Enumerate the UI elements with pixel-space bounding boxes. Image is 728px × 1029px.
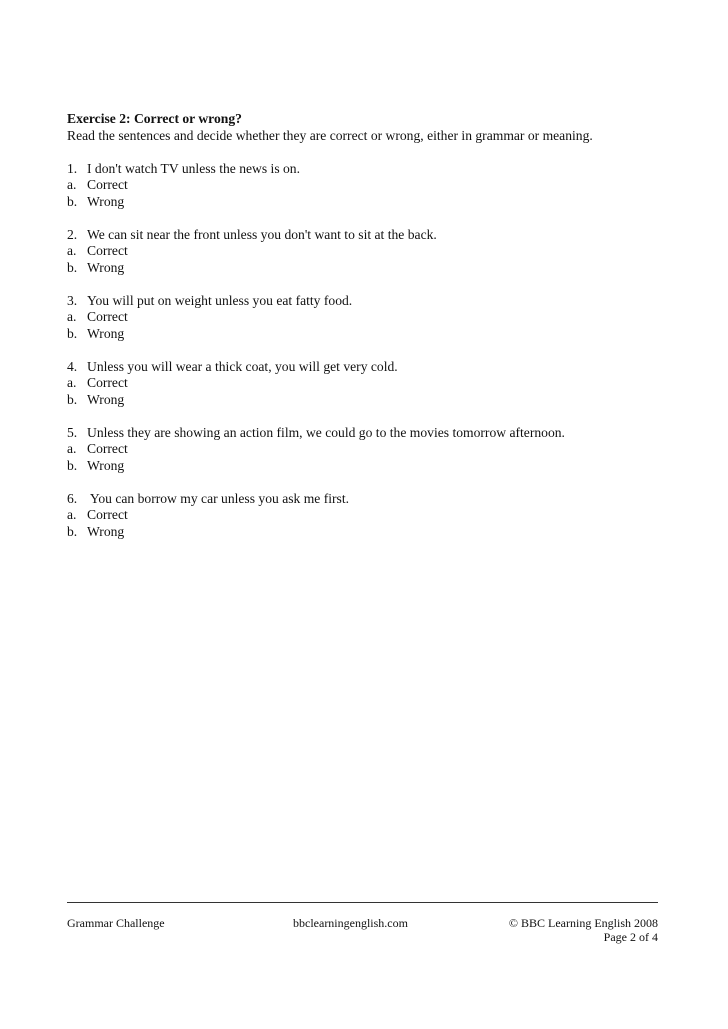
option-label: Wrong [87,325,125,341]
option-label: Correct [87,441,128,456]
question-item [67,161,667,211]
option-marker: a. [67,375,77,390]
exercise-section [67,111,667,540]
answer-option [67,177,667,194]
exercise-instructions: Read the sentences and decide whether they are correct or wrong, either in grammar or meaning. [67,127,593,143]
option-marker: a. [67,441,77,456]
question-line [67,491,667,508]
question-line [67,227,667,244]
question-line [67,161,667,178]
answer-option [67,524,667,541]
question-item [67,293,667,343]
question-number: 3. [67,292,78,308]
option-marker: a. [67,177,77,192]
answer-option [67,375,667,392]
exercise-title: Exercise 2: Correct or wrong? [67,111,242,126]
question-number: 2. [67,226,78,242]
answer-option [67,326,667,343]
question-item [67,491,667,541]
question-line [67,293,667,310]
question-number: 6. [67,490,78,506]
question-number: 1. [67,160,78,176]
question-text: You will put on weight unless you eat fatty food. [87,292,353,308]
answer-option [67,260,667,277]
option-label: Correct [87,375,128,390]
answer-option [67,309,667,326]
question-item [67,227,667,277]
option-label: Wrong [87,457,125,473]
question-item [67,425,667,475]
option-marker: a. [67,507,77,522]
question-item [67,359,667,409]
option-marker: b. [67,193,78,209]
answer-option [67,458,667,475]
option-label: Correct [87,243,128,258]
option-label: Wrong [87,259,125,275]
option-marker: b. [67,259,78,275]
question-text: I don't watch TV unless the news is on. [87,160,301,176]
option-marker: b. [67,325,78,341]
footer-website: bbclearningenglish.com [293,916,408,930]
question-text: Unless you will wear a thick coat, you will get very cold. [87,358,398,374]
footer-copyright: © BBC Learning English 2008 [508,916,658,930]
answer-option [67,243,667,260]
question-text: You can borrow my car unless you ask me first. [87,490,350,506]
option-label: Correct [87,309,128,324]
question-list [67,161,667,541]
footer-title: Grammar Challenge [67,916,165,930]
option-marker: a. [67,243,77,258]
option-marker: b. [67,523,78,539]
option-marker: a. [67,309,77,324]
option-marker: b. [67,457,78,473]
question-text: We can sit near the front unless you don't want to sit at the back. [87,226,437,242]
footer-page-number: Page 2 of 4 [603,930,658,944]
option-label: Correct [87,177,128,192]
question-text: Unless they are showing an action film, we could go to the movies tomorrow afternoon. [87,424,565,440]
option-label: Wrong [87,523,125,539]
option-marker: b. [67,391,78,407]
question-line [67,425,667,442]
answer-option [67,441,667,458]
question-number: 5. [67,424,78,440]
option-label: Correct [87,507,128,522]
question-number: 4. [67,358,78,374]
answer-option [67,392,667,409]
option-label: Wrong [87,391,125,407]
footer-right-block [509,916,658,944]
answer-option [67,507,667,524]
answer-option [67,194,667,211]
footer-divider [67,902,658,903]
option-label: Wrong [87,193,125,209]
question-line [67,359,667,376]
